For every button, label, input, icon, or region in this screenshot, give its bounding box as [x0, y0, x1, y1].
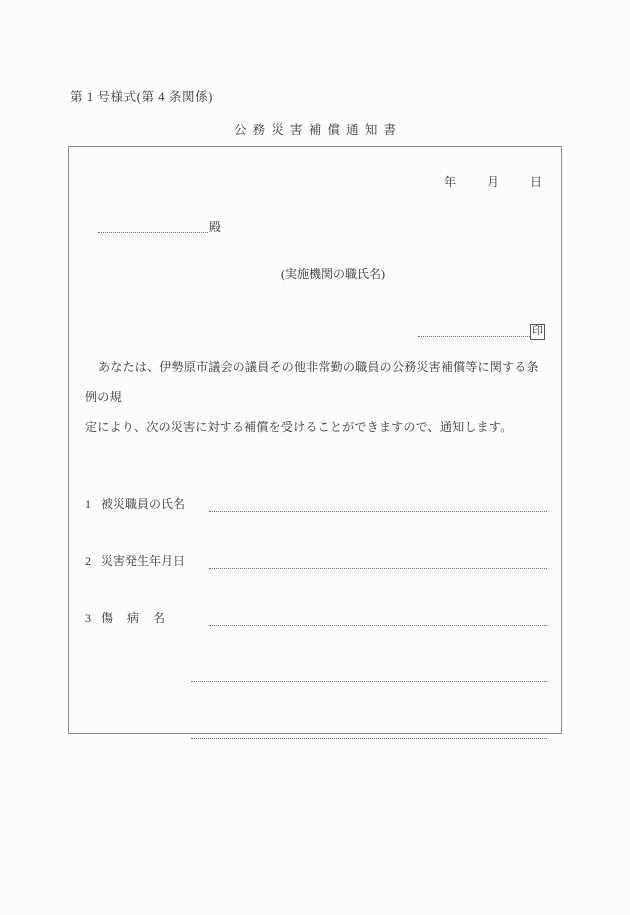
item-number: 1: [85, 497, 91, 511]
date-month-label: 月: [486, 175, 500, 189]
item-label: 災害発生年月日: [101, 554, 186, 568]
addressee-row: [98, 219, 221, 233]
issuer-label: (実施機関の職氏名): [281, 267, 385, 281]
item-input-line[interactable]: [209, 498, 547, 512]
form-number-heading: 第 1 号様式(第 4 条関係): [70, 90, 213, 104]
item-input-line[interactable]: [209, 555, 547, 569]
item-number: 3: [85, 611, 91, 625]
body-paragraph: [85, 352, 547, 442]
item-input-line[interactable]: [209, 612, 547, 626]
item-label: 傷病名: [101, 611, 180, 625]
item-row: [85, 512, 547, 569]
item-row: [85, 455, 547, 512]
issuer-name-input-line[interactable]: [418, 323, 530, 337]
body-paragraph-line-2: 定により、次の災害に対する補償を受けることができますので、通知します。: [85, 420, 513, 434]
date-line: [444, 173, 543, 190]
addressee-honorific: 殿: [209, 220, 222, 234]
seal-row: [418, 323, 545, 340]
item-label: 被災職員の氏名: [101, 497, 186, 511]
seal-icon: 印: [530, 324, 545, 340]
item-number: 2: [85, 554, 91, 568]
items-list: [85, 455, 547, 626]
date-year-label: 年: [443, 175, 457, 189]
extra-input-lines: [191, 625, 547, 739]
item-row: [85, 569, 547, 626]
body-paragraph-line-1: あなたは、伊勢原市議会の議員その他非常勤の職員の公務災害補償等に関する条例の規: [85, 360, 539, 404]
extra-input-line[interactable]: [191, 682, 547, 739]
addressee-input-line[interactable]: [98, 219, 208, 233]
document-title: 公務災害補償通知書: [233, 123, 403, 137]
extra-input-line[interactable]: [191, 625, 547, 682]
form-frame: [68, 146, 562, 734]
date-day-label: 日: [529, 175, 543, 189]
